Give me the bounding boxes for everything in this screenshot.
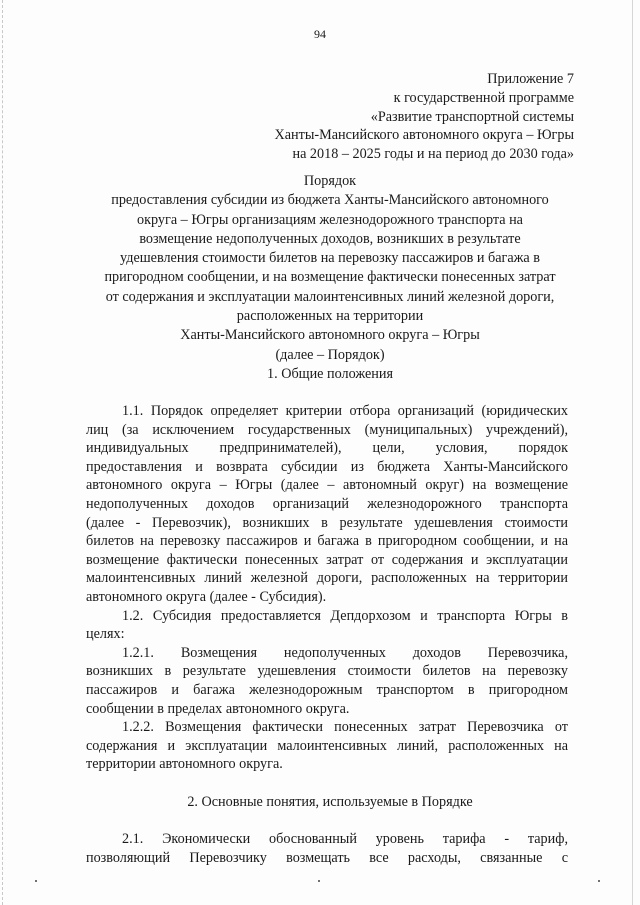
title-line: (далее – Порядок)	[275, 346, 385, 363]
paragraph-line: содержания и эксплуатации малоинтенсивных линий, расположенных на	[86, 737, 568, 754]
title-line: предоставления субсидии из бюджета Ханты-Мансийского автономного	[111, 192, 549, 209]
section-heading: 2. Основные понятия, используемые в Порядке	[187, 794, 473, 810]
scan-speck	[318, 880, 320, 882]
document-title	[60, 172, 600, 365]
section-2-body	[86, 830, 568, 867]
paragraph-line: лиц (за исключением государственных (муниципальных) учреждений),	[86, 421, 568, 438]
appendix-line: Ханты-Мансийского автономного округа – Югры	[274, 127, 574, 144]
paragraph-line: 1.2.1. Возмещения недополученных доходов Перевозчика,	[122, 644, 568, 661]
paragraph-line: малоинтенсивных линий железной дороги, расположенных на территории	[86, 570, 568, 587]
appendix-line: «Развитие транспортной системы	[370, 108, 574, 125]
paragraph-line: автономного округа (далее - Субсидия).	[86, 588, 327, 605]
title-line: удешевления стоимости билетов на перевозку пассажиров и багажа в	[120, 250, 540, 267]
paragraph-line: целях:	[86, 626, 125, 643]
paragraph-line: индивидуальных предпринимателей), цели, условия, порядок	[86, 440, 568, 457]
paragraph-line: территории автономного округа.	[86, 756, 283, 773]
scan-edge-left	[2, 0, 4, 905]
title-line: Порядок	[303, 173, 357, 189]
paragraph-line: билетов на перевозку пассажиров и багажа в пригородном сообщении, и на	[86, 533, 568, 550]
paragraph-line: недополученных доходов организаций железнодорожного транспорта	[86, 495, 568, 512]
paragraph-line: возникших в результате удешевления стоимости билетов на перевозку	[86, 663, 568, 680]
paragraph-line: 1.1. Порядок определяет критерии отбора организаций (юридических	[122, 403, 568, 419]
appendix-line: к государственной программе	[393, 89, 574, 106]
scan-edge-right	[632, 0, 633, 905]
paragraph-line: возмещение фактически понесенных затрат от содержания и эксплуатации	[86, 551, 568, 568]
appendix-line: на 2018 – 2025 годы и на период до 2030 года»	[292, 146, 574, 163]
title-line: округа – Югры организациям железнодорожного транспорта на	[137, 211, 523, 228]
paragraph-line: 2.1. Экономически обоснованный уровень тарифа - тариф,	[122, 831, 568, 847]
paragraph-line: (далее - Перевозчик), возникших в результате удешевления стоимости	[86, 514, 568, 531]
title-line: расположенных на территории	[236, 308, 424, 325]
paragraph-line: автономного округа – Югры (далее – автономный округ) на возмещение	[86, 477, 568, 494]
title-line: Ханты-Мансийского автономного округа – Югры	[180, 327, 480, 344]
title-line: возмещение недополученных доходов, возникших в результате	[139, 230, 521, 247]
scan-speck	[35, 880, 37, 882]
appendix-line: Приложение 7	[487, 71, 574, 87]
paragraph-line: 1.2. Субсидия предоставляется Депдорхозом и транспорта Югры в	[122, 607, 568, 624]
section-1-body	[86, 402, 568, 774]
paragraph-line: 1.2.2. Возмещения фактически понесенных затрат Перевозчика от	[122, 719, 568, 736]
section-heading: 1. Общие положения	[267, 366, 393, 382]
title-line: от содержания и эксплуатации малоинтенсивных линий железной дороги,	[105, 288, 555, 305]
appendix-block	[274, 70, 574, 164]
page-number: 94	[314, 27, 326, 41]
paragraph-line: предоставления и возврата субсидии из бюджета Ханты-Мансийского	[86, 458, 568, 475]
scan-speck	[598, 880, 600, 882]
paragraph-line: пассажиров и багажа железнодорожным транспортом в пригородном	[86, 681, 568, 698]
title-line: пригородном сообщении, и на возмещение фактически понесенных затрат	[104, 269, 556, 286]
paragraph-line: позволяющий Перевозчику возмещать все расходы, связанные с	[86, 849, 568, 866]
paragraph-line: сообщении в пределах автономного округа.	[86, 700, 350, 717]
